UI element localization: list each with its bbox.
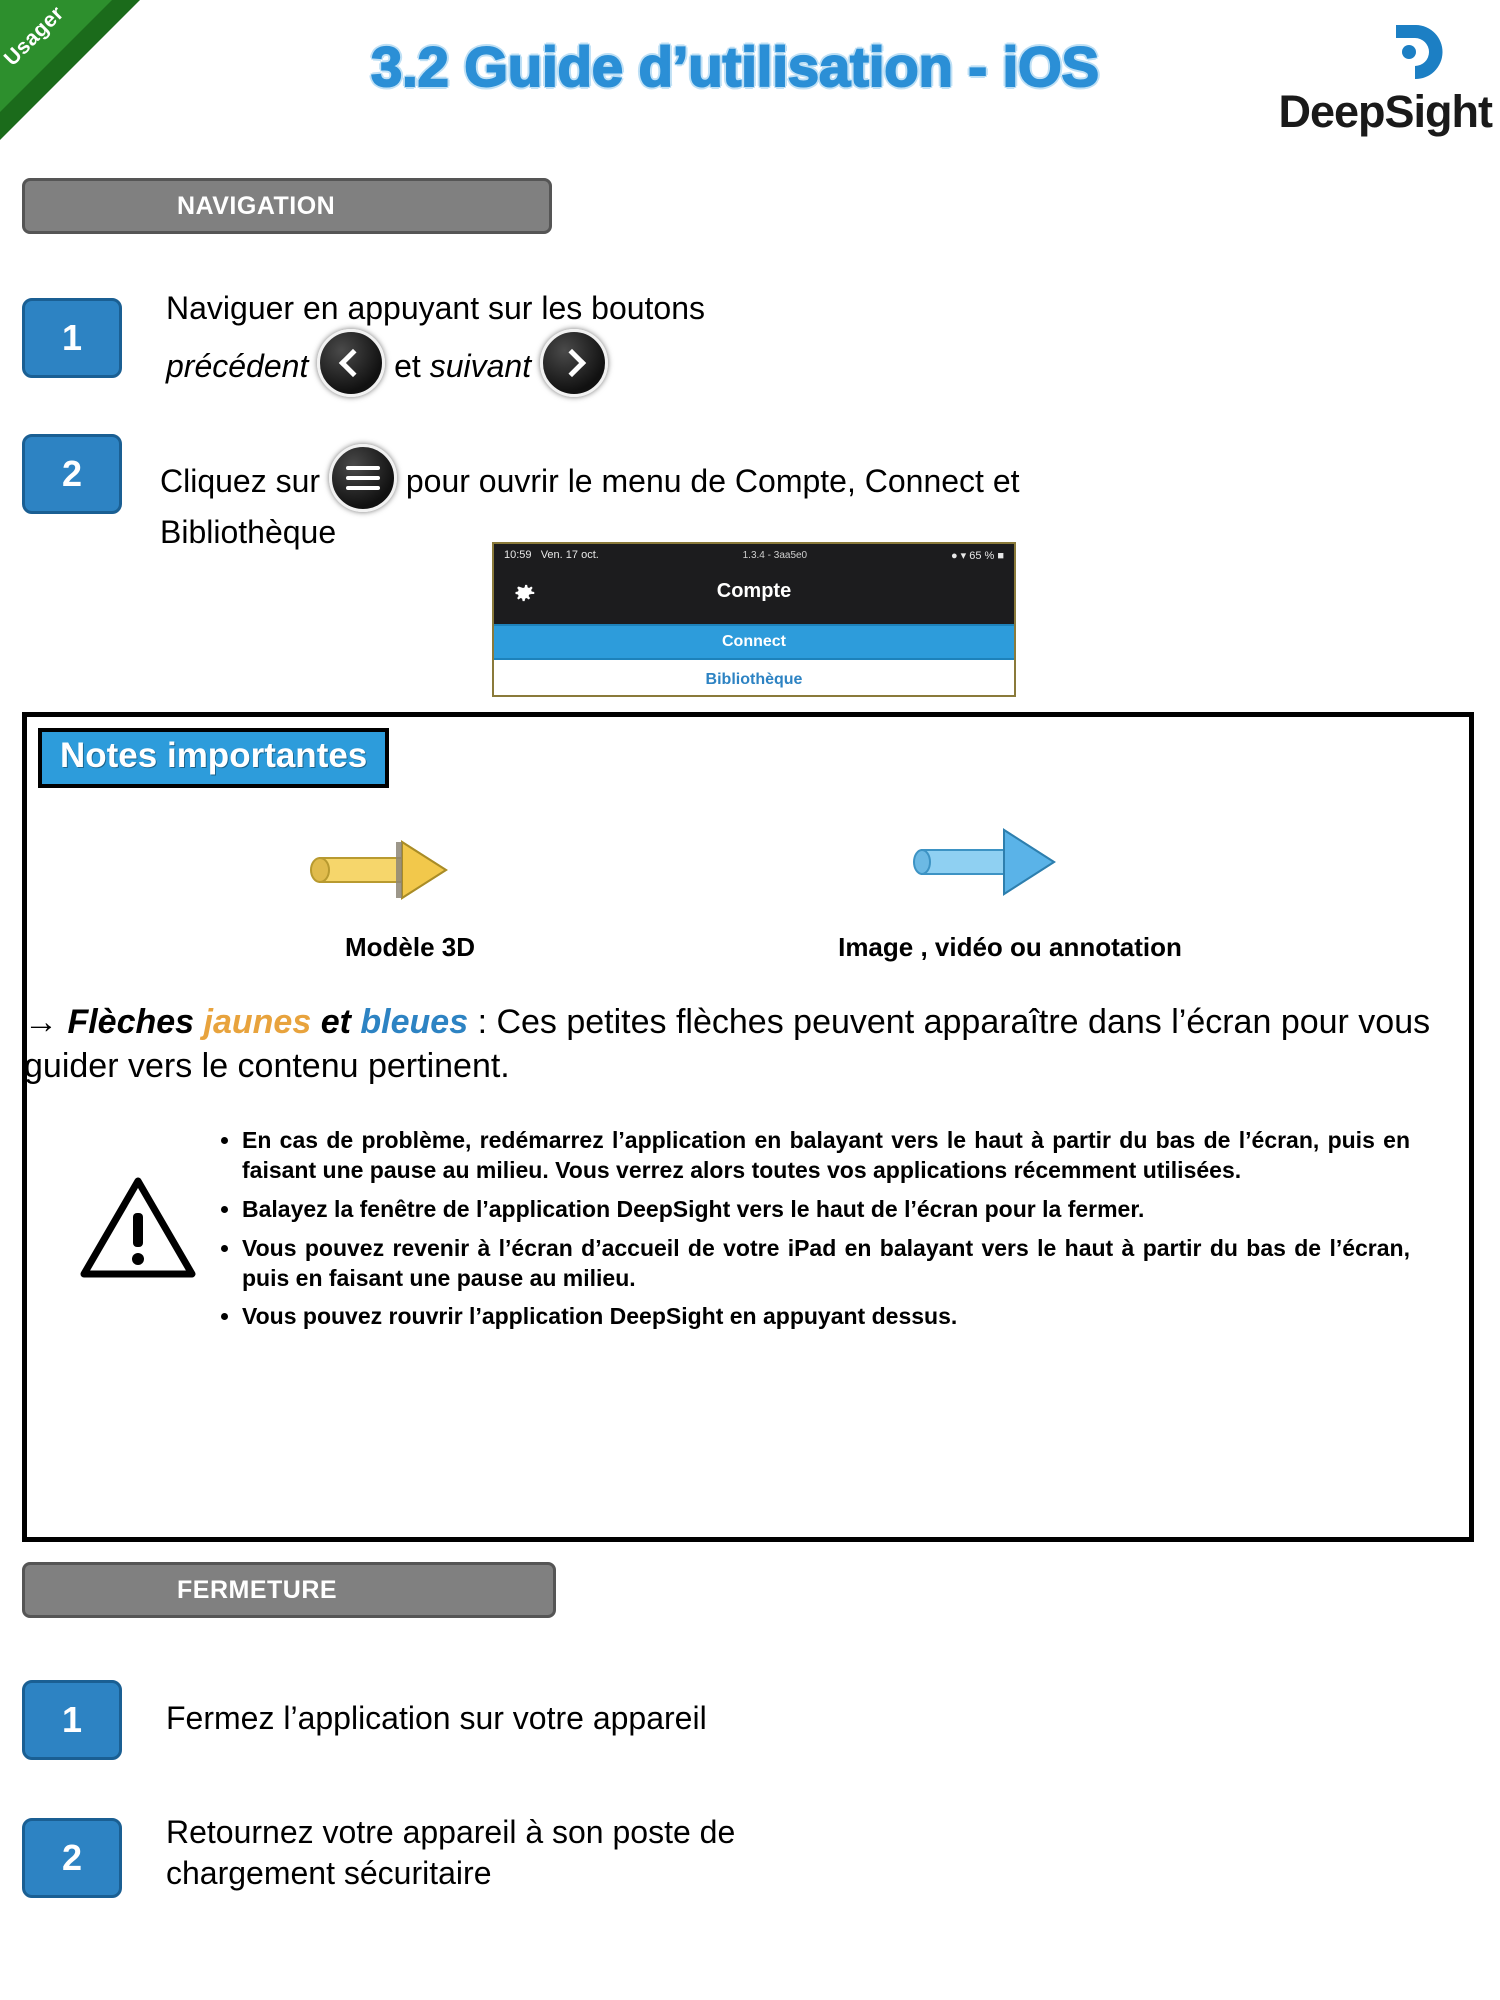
section-header-fermeture bbox=[22, 1562, 556, 1618]
screenshot-status-bar bbox=[494, 544, 1014, 566]
arrow-note-and: et bbox=[320, 1003, 351, 1041]
brand-block bbox=[1172, 22, 1492, 137]
step-text-nav-1-line1: Naviguer en appuyant sur les boutons bbox=[166, 290, 706, 326]
arrow-label-modele-3d: Modèle 3D bbox=[344, 932, 476, 962]
warning-triangle-icon bbox=[78, 1175, 198, 1280]
step-badge-close-1-number: 1 bbox=[61, 1699, 83, 1740]
screenshot-nav-bar bbox=[494, 566, 1014, 624]
step-badge-close-2-number: 2 bbox=[61, 1837, 83, 1878]
step-text-close-1: Fermez l’application sur votre appareil bbox=[166, 1700, 707, 1736]
screenshot-tab-bibliotheque[interactable]: Bibliothèque bbox=[494, 660, 1014, 697]
step-badge-nav-1 bbox=[22, 298, 122, 378]
status-date: Ven. 17 oct. bbox=[540, 549, 599, 561]
step-text-close-2-line2: chargement sécuritaire bbox=[166, 1854, 492, 1891]
arrow-note-lead: Flèches bbox=[67, 1003, 195, 1041]
blue-arrow-3d-icon bbox=[912, 810, 1112, 910]
arrow-label-image-video: Image , vidéo ou annotation bbox=[838, 932, 1182, 962]
list-item: • Vous pouvez revenir à l’écran d’accueil de votre iPad en balayant vers le haut à partir du bas de l’écran, puis en faisant une pause au milieu. bbox=[242, 1234, 1410, 1294]
list-item: • En cas de problème, redémarrez l’application en balayant vers le haut à partir du bas de l’écran, puis en faisant une pause au milieu. Vous verrez alors toutes vos applications récemment utilisées. bbox=[242, 1126, 1410, 1186]
yellow-arrow-3d-icon bbox=[310, 820, 510, 920]
step-badge-nav-2 bbox=[22, 434, 122, 514]
step-text-close-2 bbox=[166, 1812, 1366, 1894]
status-battery-text: 65 % bbox=[969, 549, 995, 562]
screenshot-tab-connect[interactable]: Connect bbox=[494, 624, 1014, 660]
section-header-navigation bbox=[22, 178, 552, 234]
arrow-note-blue-word: bleues bbox=[360, 1003, 469, 1041]
screenshot-title-compte: Compte bbox=[716, 580, 792, 602]
step-text-close-2-line1: Retournez votre appareil à son poste de bbox=[166, 1814, 736, 1850]
important-notes-title: Notes importantes bbox=[38, 728, 389, 788]
status-time-date bbox=[504, 549, 599, 561]
step-text-nav-2-part1: Cliquez sur bbox=[160, 463, 321, 499]
section-header-fermeture-label: FERMETURE bbox=[177, 1575, 338, 1604]
step-text-nav-2-part3: Bibliothèque bbox=[160, 514, 337, 550]
step-text-nav-2 bbox=[160, 444, 1410, 553]
brand-name: DeepSight bbox=[1278, 86, 1492, 137]
list-item: • Balayez la fenêtre de l’application DeepSight vers le haut de l’écran pour la fermer. bbox=[242, 1195, 1410, 1225]
chevron-left-circle-icon[interactable] bbox=[317, 329, 385, 397]
step-badge-close-2 bbox=[22, 1818, 122, 1898]
status-battery: ● ▾ 65 % ■ bbox=[950, 549, 1004, 562]
step-badge-nav-2-number: 2 bbox=[61, 453, 83, 494]
ribbon-label: Usager bbox=[0, 1, 69, 71]
list-item: • Vous pouvez rouvrir l’application DeepSight en appuyant dessus. bbox=[242, 1302, 1410, 1332]
arrow-note-yellow-word: jaunes bbox=[203, 1003, 312, 1041]
arrow-note-prefix: → bbox=[24, 1003, 58, 1041]
page-title: 3.2 Guide d’utilisation - iOS bbox=[370, 35, 1100, 98]
status-version: 1.3.4 - 3aa5e0 bbox=[742, 549, 808, 561]
step-text-nav-1-next-word: suivant bbox=[429, 347, 532, 384]
chevron-right-circle-icon[interactable] bbox=[540, 329, 608, 397]
app-menu-screenshot bbox=[492, 542, 1016, 697]
step-text-nav-1-prev-word: précédent bbox=[166, 347, 309, 384]
section-header-navigation-label: NAVIGATION bbox=[177, 191, 336, 220]
step-text-nav-2-part2: pour ouvrir le menu de Compte, Connect et bbox=[405, 463, 1020, 499]
corner-ribbon bbox=[0, 0, 140, 140]
hamburger-menu-circle-icon[interactable] bbox=[329, 444, 397, 512]
step-text-nav-1 bbox=[166, 288, 1366, 397]
arrow-note-rest: : Ces petites flèches peuvent apparaître dans l’écran pour vous guider vers le contenu pertinent. bbox=[24, 1003, 1431, 1086]
step-text-nav-1-conjunction: et bbox=[394, 347, 421, 384]
status-time: 10:59 bbox=[504, 549, 532, 561]
step-badge-nav-1-number: 1 bbox=[61, 317, 83, 358]
warning-bullet-list bbox=[200, 1126, 1410, 1341]
arrow-colors-note bbox=[24, 1000, 1434, 1088]
deepsight-eye-logo-icon bbox=[1386, 22, 1446, 82]
step-badge-close-1 bbox=[22, 1680, 122, 1760]
